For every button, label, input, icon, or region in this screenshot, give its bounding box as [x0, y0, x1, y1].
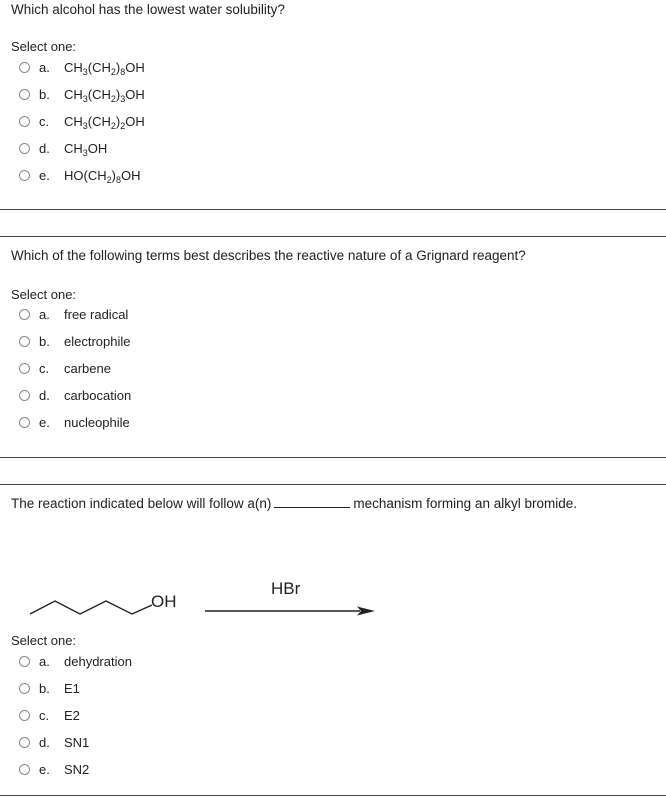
radio-button[interactable]: [19, 170, 30, 181]
option-letter: d.: [39, 734, 50, 750]
option-c[interactable]: [19, 358, 111, 378]
option-d[interactable]: [19, 732, 89, 752]
option-letter: c.: [39, 113, 50, 129]
option-label: $CH_3(CH_2)_8OH$: [64, 59, 145, 77]
option-letter: b.: [39, 680, 50, 696]
option-d[interactable]: [19, 385, 131, 405]
select-one-label: Select one:: [11, 287, 77, 302]
reaction-scheme: [0, 525, 666, 635]
option-letter: b.: [39, 86, 50, 102]
option-letter: b.: [39, 333, 50, 349]
alkyl-chain: [30, 601, 152, 614]
option-label: $CH_3OH$: [64, 140, 108, 158]
option-e[interactable]: [19, 412, 130, 432]
option-label: dehydration: [64, 653, 132, 669]
option-b[interactable]: [19, 678, 80, 698]
option-letter: e.: [39, 414, 50, 430]
divider: [0, 209, 666, 210]
option-letter: a.: [39, 59, 50, 75]
radio-button[interactable]: [19, 710, 30, 721]
option-letter: c.: [39, 707, 50, 723]
radio-button[interactable]: [19, 737, 30, 748]
option-label: nucleophile: [64, 414, 130, 430]
option-letter: d.: [39, 387, 50, 403]
option-b[interactable]: [19, 84, 145, 104]
option-letter: a.: [39, 306, 50, 322]
option-letter: d.: [39, 140, 50, 156]
option-label: $HO(CH_2)_8OH$: [64, 167, 141, 185]
option-b[interactable]: [19, 331, 131, 351]
option-letter: e.: [39, 167, 50, 183]
radio-button[interactable]: [19, 683, 30, 694]
radio-button[interactable]: [19, 656, 30, 667]
option-label: E1: [64, 680, 80, 696]
option-label: electrophile: [64, 333, 131, 349]
reagent-label: HBr: [271, 579, 301, 598]
option-a[interactable]: [19, 304, 128, 324]
option-label: free radical: [64, 306, 129, 322]
radio-button[interactable]: [19, 417, 30, 428]
question-text: Which alcohol has the lowest water solubility?: [11, 2, 285, 17]
option-a[interactable]: [19, 651, 132, 671]
radio-button[interactable]: [19, 62, 30, 73]
option-label: SN1: [64, 734, 90, 750]
radio-button[interactable]: [19, 143, 30, 154]
question-1: [0, 0, 666, 210]
option-letter: a.: [39, 653, 50, 669]
radio-button[interactable]: [19, 89, 30, 100]
option-label: $CH_3(CH_2)_3OH$: [64, 86, 145, 104]
option-a[interactable]: [19, 57, 145, 77]
option-letter: e.: [39, 761, 50, 777]
question-text: [11, 496, 577, 511]
option-label: carbene: [64, 360, 111, 376]
radio-button[interactable]: [19, 764, 30, 775]
hydroxyl-label: OH: [151, 592, 177, 611]
question-3: [0, 485, 666, 797]
radio-button[interactable]: [19, 363, 30, 374]
option-label: E2: [64, 707, 80, 723]
question-text: Which of the following terms best describes the reactive nature of a Grignard reagent?: [11, 248, 526, 263]
option-c[interactable]: [19, 111, 145, 131]
radio-button[interactable]: [19, 390, 30, 401]
question-text-before: The reaction indicated below will follow a(n): [11, 496, 272, 511]
question-text-after: mechanism forming an alkyl bromide.: [353, 496, 577, 511]
answer-blank: [274, 497, 350, 508]
option-letter: c.: [39, 360, 50, 376]
radio-button[interactable]: [19, 309, 30, 320]
option-label: SN2: [64, 761, 90, 777]
option-label: carbocation: [64, 387, 132, 403]
radio-button[interactable]: [19, 116, 30, 127]
select-one-label: Select one:: [11, 633, 77, 648]
option-c[interactable]: [19, 705, 80, 725]
option-d[interactable]: [19, 138, 107, 158]
question-2: [0, 237, 666, 457]
divider: [0, 795, 666, 796]
radio-button[interactable]: [19, 336, 30, 347]
option-e[interactable]: [19, 165, 140, 185]
option-label: $CH_3(CH_2)_2OH$: [64, 113, 145, 131]
divider: [0, 457, 666, 458]
option-e[interactable]: [19, 759, 89, 779]
select-one-label: Select one:: [11, 39, 77, 54]
